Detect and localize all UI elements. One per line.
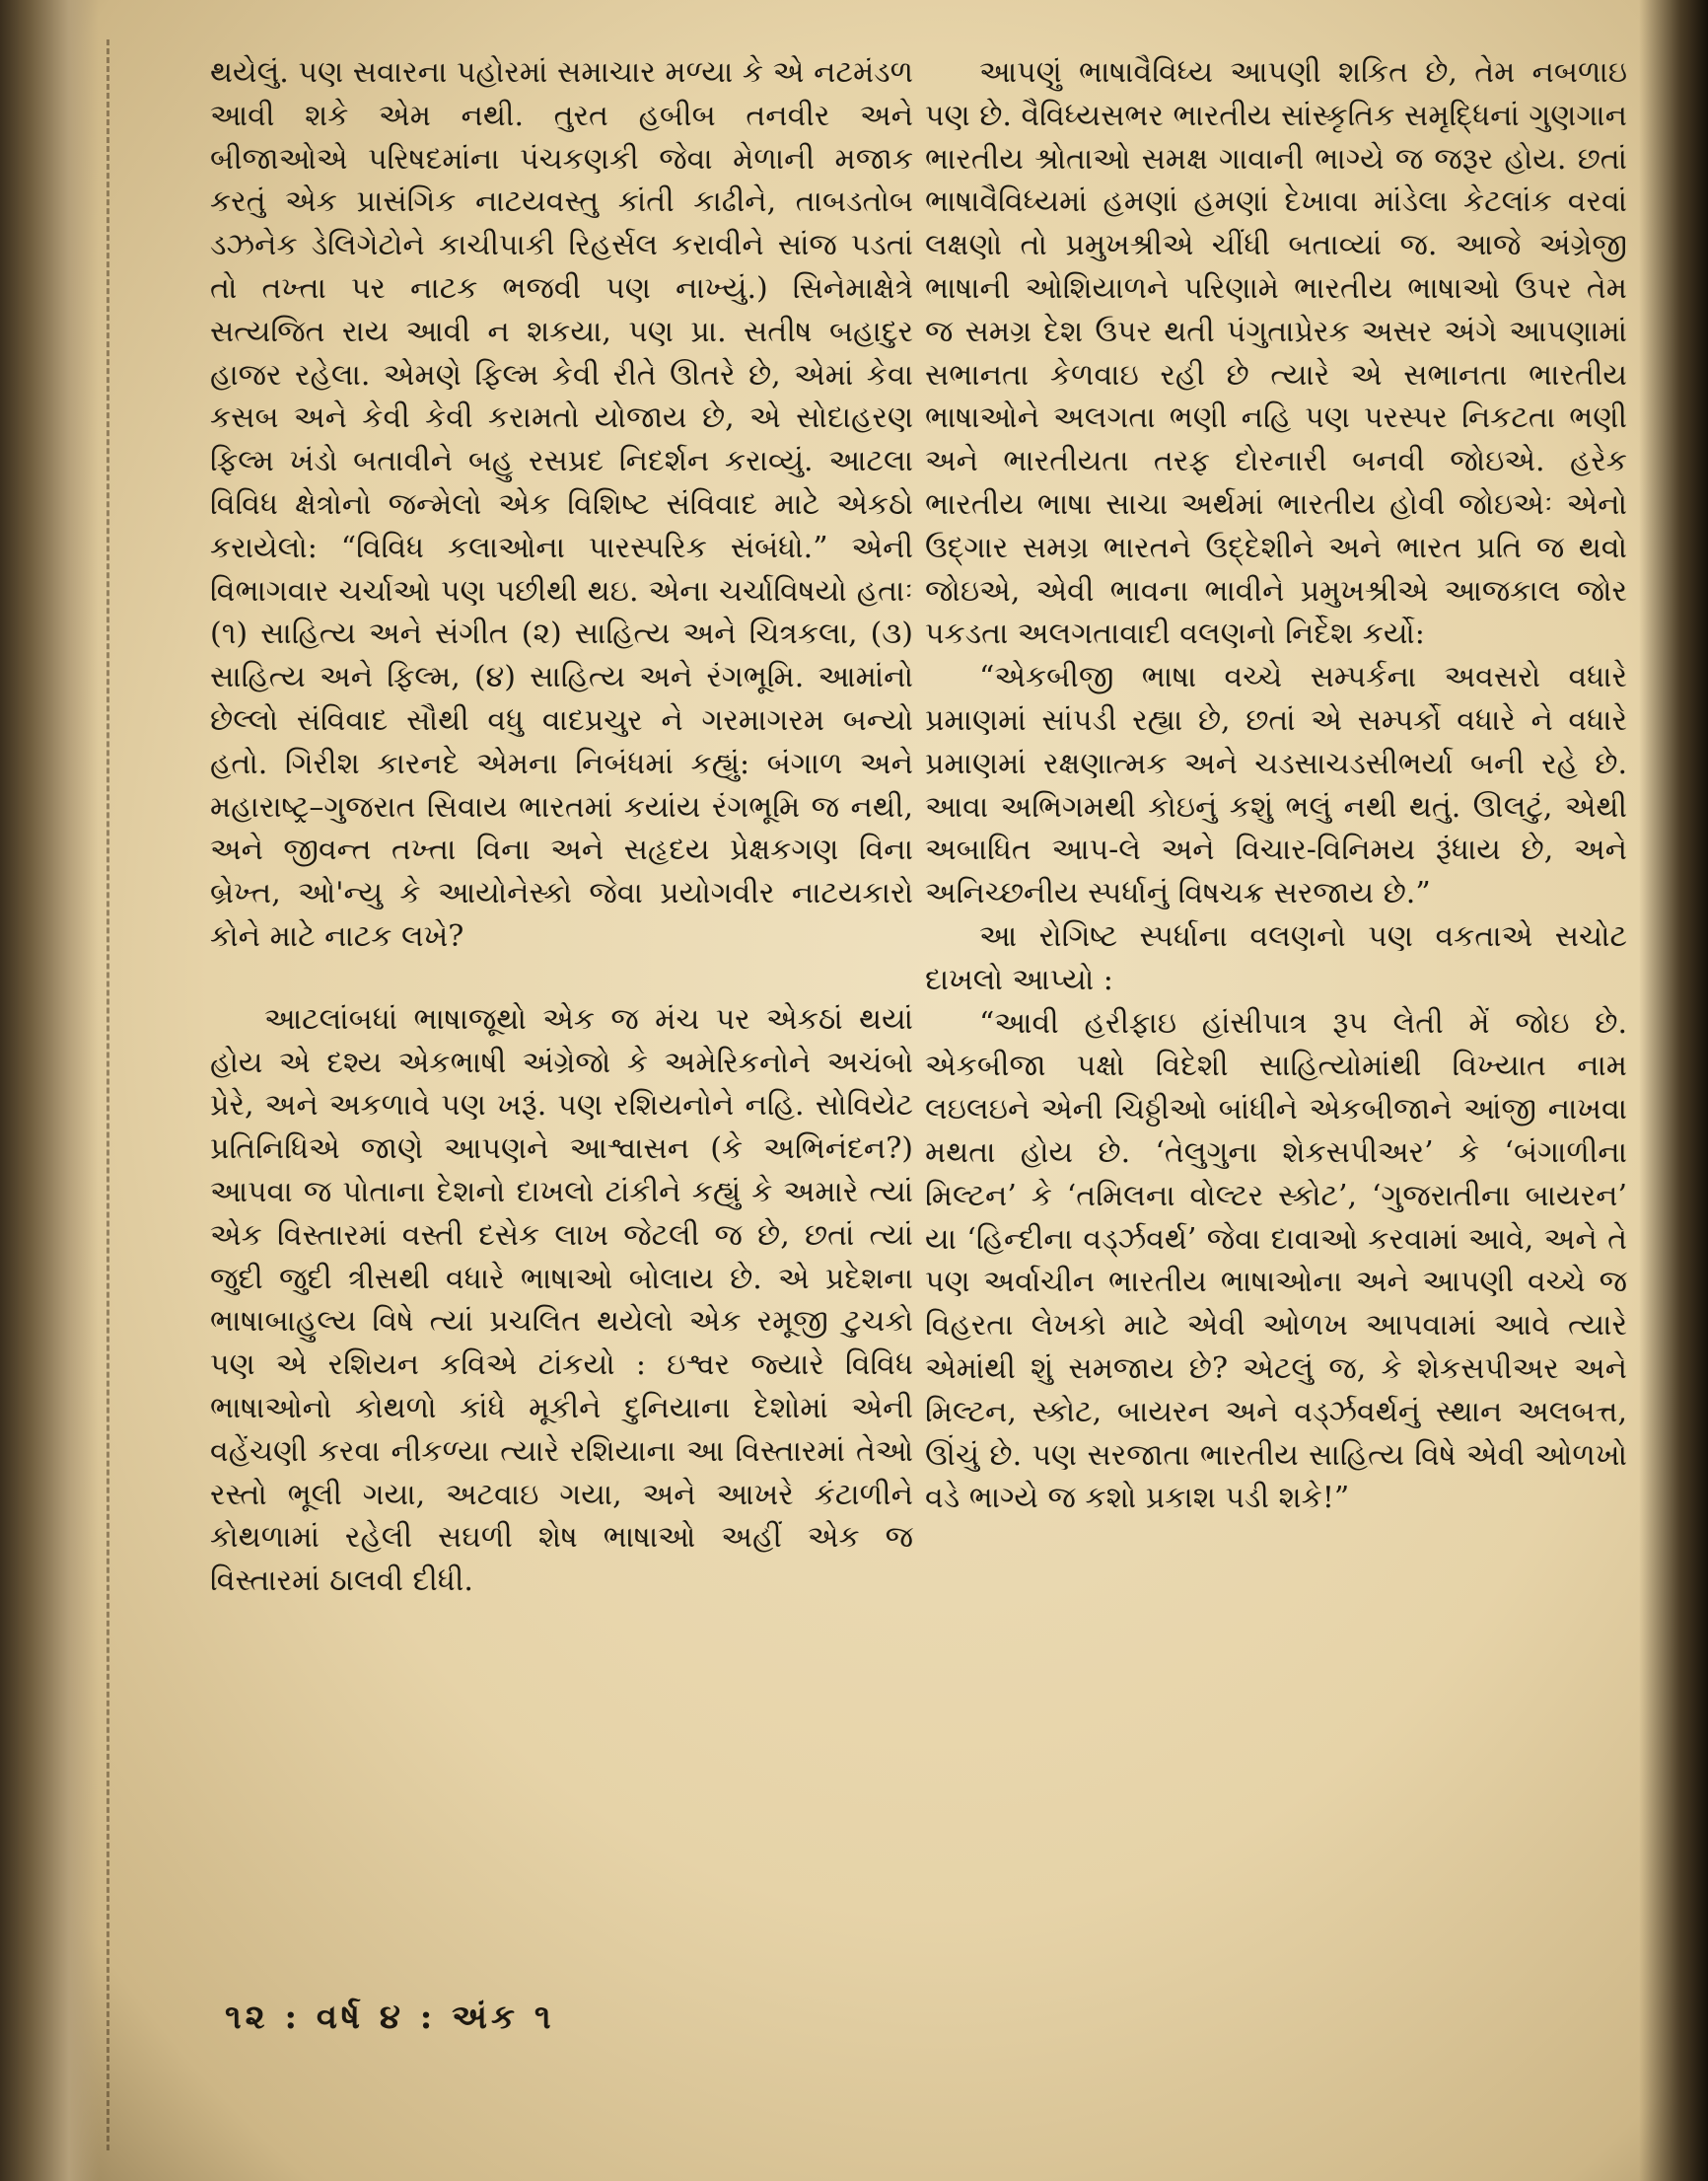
- page-footer: ૧૨ : વર્ષ ૪ : અંક ૧: [225, 1998, 555, 2037]
- right-column: [925, 51, 1627, 1520]
- right-paragraph-1: આપણું ભાષાવૈવિધ્ય આપણી શકિત છે, તેમ નબળાઇ પણ છે. વૈવિધ્યસભર ભારતીય સાંસ્કૃતિક સમૃદ્ધિનાં ગુણગાન ભારતીય શ્રોતાઓ સમક્ષ ગાવાની ભાગ્યે જ જરૂર હોય. છતાં ભાષાવૈવિધ્યમાં હમણાં હમણાં દેખાવા માંડેલા કેટલાંક વરવાં લક્ષણો તો પ્રમુખશ્રીએ ચીંધી બતાવ્યાં જ. આજે અંગ્રેજી ભાષાની ઓશિયાળને પરિણામે ભારતીય ભાષાઓ ઉપર તેમ જ સમગ્ર દેશ ઉપર થતી પંગુતાપ્રેરક અસર અંગે આપણામાં સભાનતા કેળવાઇ રહી છે ત્યારે એ સભાનતા ભારતીય ભાષાઓને અલગતા ભણી નહિ પણ પરસ્પર નિકટતા ભણી અને ભારતીયતા તરફ દોરનારી બનવી જોઇએ. હરેક ભારતીય ભાષા સાચા અર્થમાં ભારતીય હોવી જોઇએઃ એનો ઉદ્ગાર સમગ્ર ભારતને ઉદ્દેશીને અને ભારત પ્રતિ જ થવો જોઇએ, એવી ભાવના ભાવીને પ્રમુખશ્રીએ આજકાલ જોર પકડતા અલગતાવાદી વલણનો નિર્દેશ કર્યો:: [925, 55, 1627, 652]
- left-paragraph-2: આટલાંબધાં ભાષાજૂથો એક જ મંચ પર એકઠાં થયાં હોય એ દશ્ય એકભાષી અંગ્રેજો કે અમેરિકનોને અચંબો પ્રેરે, અને અકળાવે પણ ખરૂં. પણ રશિયનોને નહિ. સોવિયેટ પ્રતિનિધિએ જાણે આપણને આશ્વાસન (કે અભિનંદન?) આપવા જ પોતાના દેશનો દાખલો ટાંકીને કહ્યું કે અમારે ત્યાં એક વિસ્તારમાં વસ્તી દસેક લાખ જેટલી જ છે, છતાં ત્યાં જુદી જુદી ત્રીસથી વધારે ભાષાઓ બોલાય છે. એ પ્રદેશના ભાષાબાહુલ્ય વિષે ત્યાં પ્રચલિત થયેલો એક રમૂજી ટુચકો પણ એ રશિયન કવિએ ટાંકયો : ઇશ્વર જ્યારે વિવિધ ભાષાઓનો કોથળો કાંધે મૂકીને દુનિયાના દેશોમાં એની વહેંચણી કરવા નીકળ્યા ત્યારે રશિયાના આ વિસ્તારમાં તેઓ રસ્તો ભૂલી ગયા, અટવાઇ ગયા, અને આખરે કંટાળીને કોથળામાં રહેલી સઘળી શેષ ભાષાઓ અહીં એક જ વિસ્તારમાં ઠાલવી દીધી.: [210, 1001, 913, 1599]
- right-quote-1: “એકબીજી ભાષા વચ્ચે સમ્પર્કના અવસરો વધારે પ્રમાણમાં સાંપડી રહ્યા છે, છતાં એ સમ્પર્કો વધારે ને વધારે પ્રમાણમાં રક્ષણાત્મક અને ચડસાચડસીભર્યા બની રહે છે. આવા અભિગમથી કોઇનું કશું ભલું નથી થતું. ઊલટું, એથી અબાધિત આપ-લે અને વિચાર-વિનિમય રૂંધાય છે, અને અનિચ્છનીય સ્પર્ધાનું વિષચક્ર સરજાય છે.”: [925, 660, 1627, 911]
- page-edge-shadow: [1639, 0, 1708, 2181]
- binding-shadow: [0, 0, 99, 2181]
- right-paragraph-2: આ રોગિષ્ટ સ્પર્ધાના વલણનો પણ વકતાએ સચોટ દાખલો આપ્યો :: [925, 918, 1627, 997]
- binding-fold-line: [107, 39, 109, 2150]
- left-paragraph-1: થયેલું. પણ સવારના પહોરમાં સમાચાર મળ્યા કે એ નટમંડળ આવી શકે એમ નથી. તુરત હબીબ તનવીર અને બીજાઓએ પરિષદમાંના પંચકણકી જેવા મેળાની મજાક કરતું એક પ્રાસંગિક નાટયવસ્તુ કાંતી કાઢીને, તાબડતોબ ડઝનેક ડેલિગેટોને કાચીપાકી રિહર્સલ કરાવીને સાંજ પડતાં તો તખ્તા પર નાટક ભજવી પણ નાખ્યું.) સિનેમાક્ષેત્રે સત્યજિત રાય આવી ન શકયા, પણ પ્રા. સતીષ બહાદુર હાજર રહેલા. એમણે ફિલ્મ કેવી રીતે ઊતરે છે, એમાં કેવા કસબ અને કેવી કેવી કરામતો યોજાય છે, એ સોદાહરણ ફિલ્મ ખંડો બતાવીને બહુ રસપ્રદ નિદર્શન કરાવ્યું. આટલા વિવિધ ક્ષેત્રોનો જન્મેલો એક વિશિષ્ટ સંવિવાદ માટે એકઠો કરાયેલો: “વિવિધ કલાઓના પારસ્પરિક સંબંધો.” એની વિભાગવાર ચર્ચાઓ પણ પછીથી થઇ. એના ચર્ચાવિષયો હતાઃ (૧) સાહિત્ય અને સંગીત (૨) સાહિત્ય અને ચિત્રકલા, (૩) સાહિત્ય અને ફિલ્મ, (૪) સાહિત્ય અને રંગભૂમિ. આમાંનો છેલ્લો સંવિવાદ સૌથી વધુ વાદપ્રચુર ને ગરમાગરમ બન્યો હતો. ગિરીશ કારનદે એમના નિબંધમાં કહ્યું: બંગાળ અને મહારાષ્ટ્ર–ગુજરાત સિવાય ભારતમાં કયાંય રંગભૂમિ જ નથી, અને જીવન્ત તખ્તા વિના અને સહૃદય પ્રેક્ષકગણ વિના બ્રેખ્ત, ઓ'ન્યુ કે આયોનેસ્કો જેવા પ્રયોગવીર નાટયકારો કોને માટે નાટક લખે?: [210, 55, 913, 954]
- right-quote-2: “આવી હરીફાઇ હાંસીપાત્ર રૂપ લેતી મેં જોઇ છે. એકબીજા પક્ષો વિદેશી સાહિત્યોમાંથી વિખ્યાત નામ લઇલઇને એની ચિઠ્ઠીઓ બાંધીને એકબીજાને આંજી નાખવા મથતા હોય છે. ‘તેલુગુના શેકસપીઅર’ કે ‘બંગાળીના મિલ્ટન’ કે ‘તમિલના વોલ્ટર સ્કોટ’, ‘ગુજરાતીના બાયરન’ યા ‘હિન્દીના વર્ડ્ઝવર્થ’ જેવા દાવાઓ કરવામાં આવે, અને તે પણ અર્વાચીન ભારતીય ભાષાઓના અને આપણી વચ્ચે જ વિહરતા લેખકો માટે એવી ઓળખ આપવામાં આવે ત્યારે એમાંથી શું સમજાય છે? એટલું જ, કે શેકસપીઅર અને મિલ્ટન, સ્કોટ, બાયરન અને વર્ડ્ઝવર્થનું સ્થાન અલબત્ત, ઊંચું છે. પણ સરજાતા ભારતીય સાહિત્ય વિષે એવી ઓળખો વડે ભાગ્યે જ કશો પ્રકાશ પડી શકે!”: [925, 1005, 1627, 1516]
- left-column: [210, 51, 913, 1603]
